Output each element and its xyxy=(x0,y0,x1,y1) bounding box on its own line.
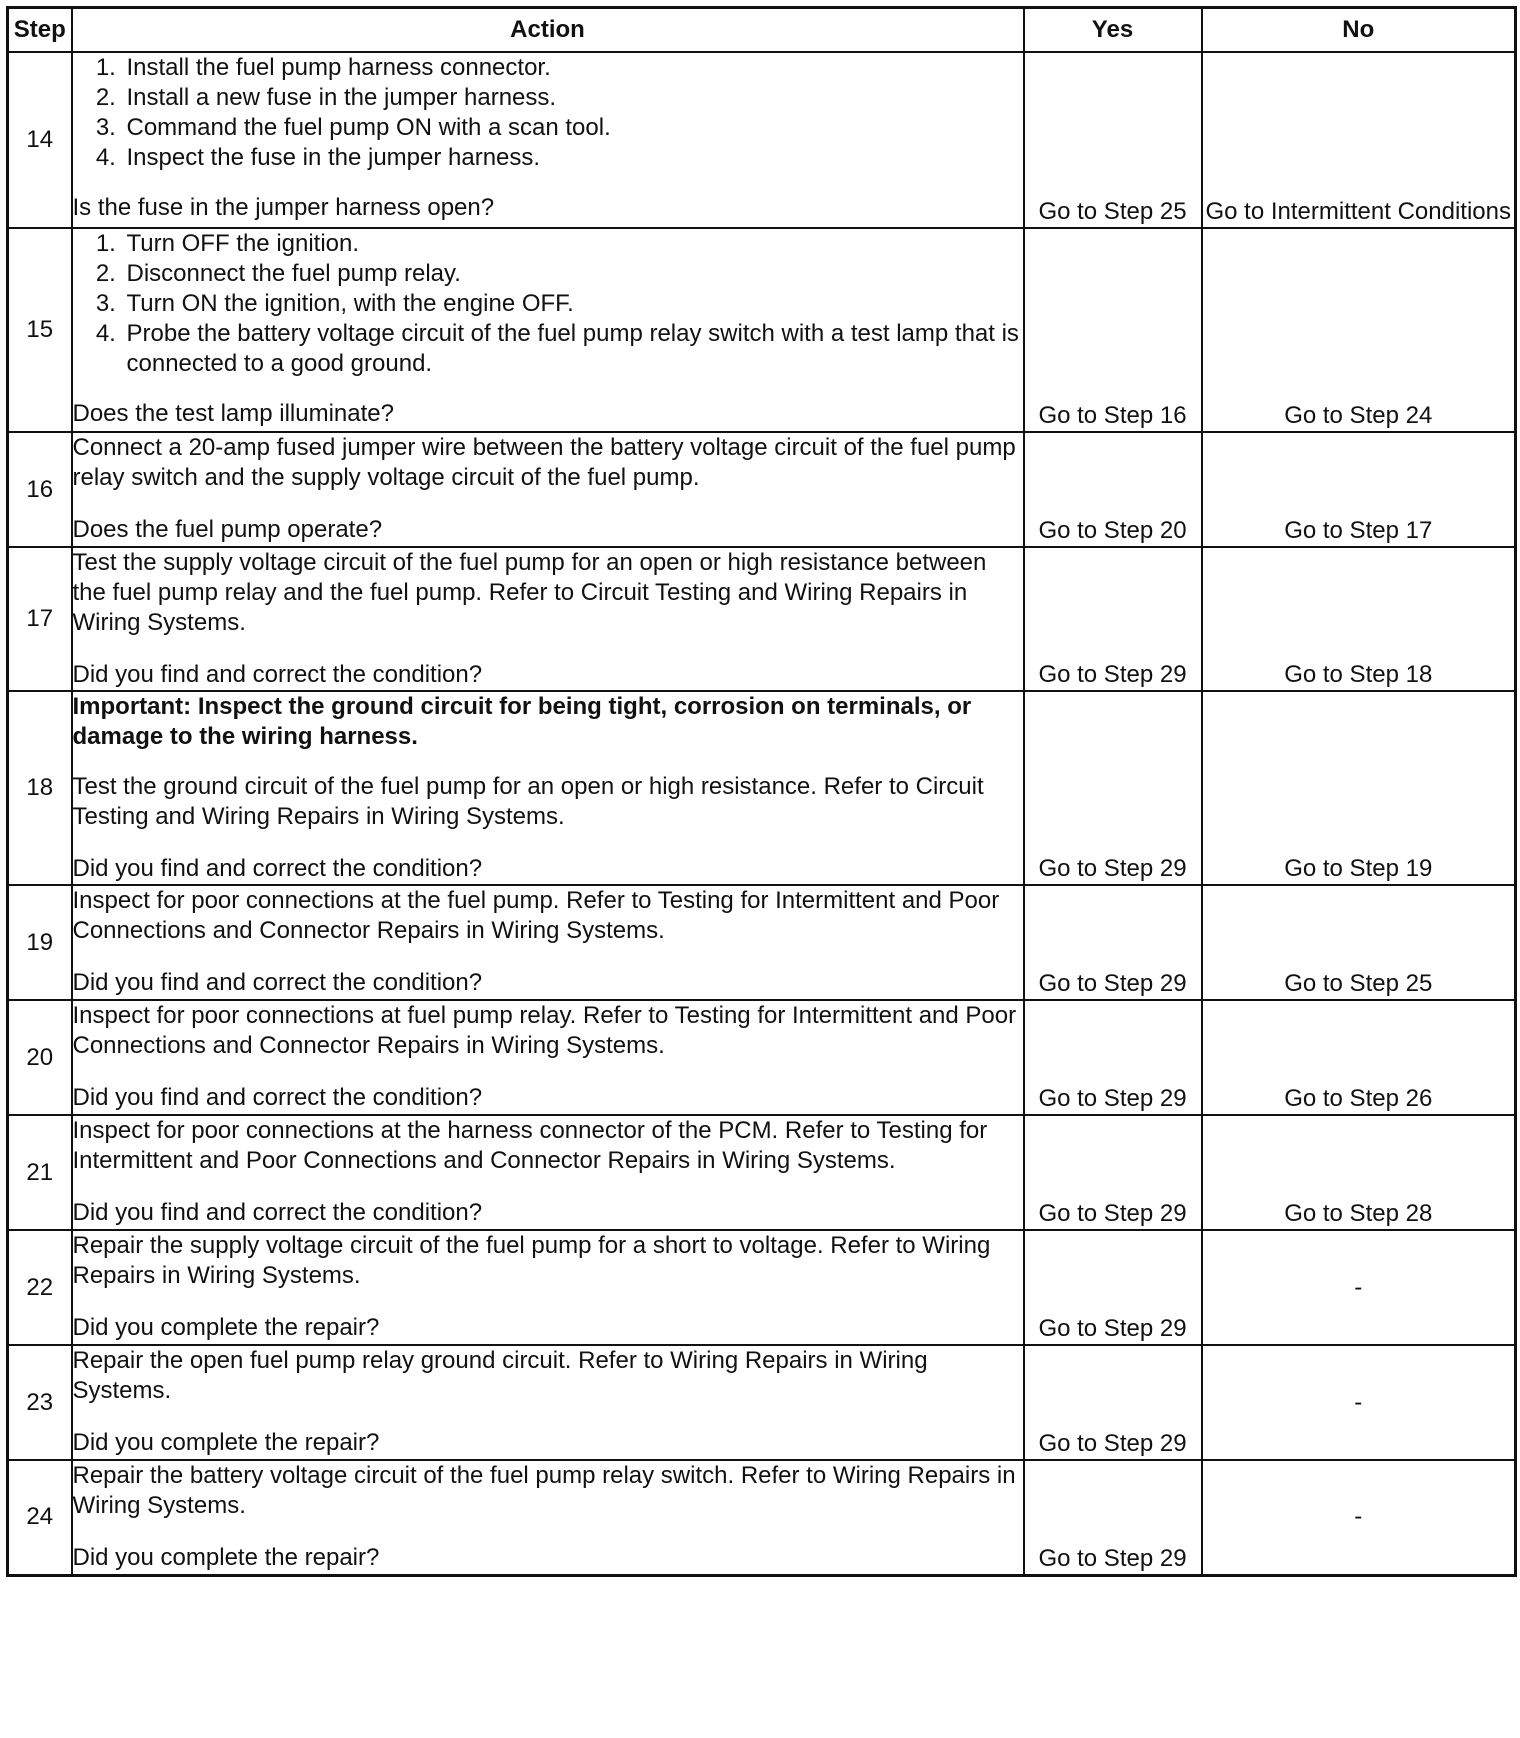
action-cell xyxy=(72,1345,1024,1460)
no-result: Go to Step 17 xyxy=(1202,432,1516,547)
step-number: 18 xyxy=(8,691,72,885)
step-number: 23 xyxy=(8,1345,72,1460)
table-row xyxy=(8,1115,1516,1230)
no-result: - xyxy=(1202,1460,1516,1575)
action-cell xyxy=(72,1000,1024,1115)
action-question: Did you complete the repair? xyxy=(72,1429,380,1456)
list-item: 4. Inspect the fuse in the jumper harness. xyxy=(123,143,1023,173)
table-row xyxy=(8,1000,1516,1115)
action-text: Inspect for poor connections at fuel pump relay. Refer to Testing for Intermittent and Poor Connections and Connector Repairs in Wiring Systems. xyxy=(72,1002,1017,1059)
step-number: 24 xyxy=(8,1460,72,1575)
action-question: Did you find and correct the condition? xyxy=(72,661,483,688)
action-text: Repair the battery voltage circuit of the fuel pump relay switch. Refer to Wiring Repairs in Wiring Systems. xyxy=(72,1462,1016,1519)
no-result: - xyxy=(1202,1345,1516,1460)
yes-result: Go to Step 29 xyxy=(1024,1115,1202,1230)
action-text: Connect a 20-amp fused jumper wire between the battery voltage circuit of the fuel pump relay switch and the supply voltage circuit of the fuel pump. xyxy=(72,434,1016,491)
action-question: Did you find and correct the condition? xyxy=(72,969,483,996)
yes-result: Go to Step 29 xyxy=(1024,1460,1202,1575)
no-result: Go to Step 19 xyxy=(1202,691,1516,885)
step-number: 19 xyxy=(8,885,72,1000)
action-cell xyxy=(72,1115,1024,1230)
no-result: Go to Intermittent Conditions xyxy=(1202,52,1516,228)
action-cell xyxy=(72,52,1024,228)
action-text: Repair the supply voltage circuit of the fuel pump for a short to voltage. Refer to Wiring Repairs in Wiring Systems. xyxy=(72,1232,991,1289)
action-cell xyxy=(72,885,1024,1000)
yes-result: Go to Step 29 xyxy=(1024,691,1202,885)
action-text: Test the supply voltage circuit of the fuel pump for an open or high resistance between the fuel pump relay and the fuel pump. Refer to Circuit Testing and Wiring Repairs in Wiring Systems. xyxy=(72,549,987,636)
no-result: - xyxy=(1202,1230,1516,1345)
action-text: Repair the open fuel pump relay ground circuit. Refer to Wiring Repairs in Wiring Systems. xyxy=(72,1347,928,1404)
no-result: Go to Step 18 xyxy=(1202,547,1516,691)
yes-result: Go to Step 25 xyxy=(1024,52,1202,228)
table-row xyxy=(8,228,1516,432)
important-note: Important: Inspect the ground circuit for being tight, corrosion on terminals, or damage to the wiring harness. xyxy=(72,693,972,750)
action-cell xyxy=(72,1230,1024,1345)
action-question: Does the fuel pump operate? xyxy=(72,516,383,543)
step-number: 22 xyxy=(8,1230,72,1345)
action-text: Inspect for poor connections at the harness connector of the PCM. Refer to Testing for Intermittent and Poor Connections and Connector Repairs in Wiring Systems. xyxy=(72,1117,988,1174)
yes-column-header: Yes xyxy=(1024,8,1202,53)
list-item: 1. Install the fuel pump harness connector. xyxy=(123,53,1023,83)
table-row xyxy=(8,52,1516,228)
no-result: Go to Step 26 xyxy=(1202,1000,1516,1115)
list-item: 2. Install a new fuse in the jumper harness. xyxy=(123,83,1023,113)
step-number: 15 xyxy=(8,228,72,432)
action-list xyxy=(73,229,1023,379)
action-question: Did you find and correct the condition? xyxy=(72,1199,483,1226)
yes-result: Go to Step 29 xyxy=(1024,1230,1202,1345)
list-item: 1. Turn OFF the ignition. xyxy=(123,229,1023,259)
yes-result: Go to Step 20 xyxy=(1024,432,1202,547)
table-row xyxy=(8,547,1516,691)
action-cell xyxy=(72,228,1024,432)
action-cell xyxy=(72,1460,1024,1575)
action-question: Did you complete the repair? xyxy=(72,1544,380,1571)
no-result: Go to Step 25 xyxy=(1202,885,1516,1000)
action-list xyxy=(73,53,1023,173)
table-row xyxy=(8,1345,1516,1460)
table-row xyxy=(8,432,1516,547)
table-row xyxy=(8,1460,1516,1575)
list-item: 3. Turn ON the ignition, with the engine OFF. xyxy=(123,289,1023,319)
yes-result: Go to Step 29 xyxy=(1024,1000,1202,1115)
action-question: Did you find and correct the condition? xyxy=(72,855,483,882)
action-question: Is the fuse in the jumper harness open? xyxy=(72,194,495,221)
no-column-header: No xyxy=(1202,8,1516,53)
action-question: Did you complete the repair? xyxy=(72,1314,380,1341)
action-column-header: Action xyxy=(72,8,1024,53)
no-result: Go to Step 28 xyxy=(1202,1115,1516,1230)
step-number: 16 xyxy=(8,432,72,547)
diagnostic-table-sheet xyxy=(6,6,1514,1733)
step-number: 21 xyxy=(8,1115,72,1230)
step-number: 14 xyxy=(8,52,72,228)
action-cell xyxy=(72,547,1024,691)
action-question: Does the test lamp illuminate? xyxy=(72,400,394,427)
table-row xyxy=(8,885,1516,1000)
table-row xyxy=(8,1230,1516,1345)
action-text: Inspect for poor connections at the fuel pump. Refer to Testing for Intermittent and Poor Connections and Connector Repairs in Wiring Systems. xyxy=(72,887,1000,944)
list-item: 3. Command the fuel pump ON with a scan tool. xyxy=(123,113,1023,143)
no-result: Go to Step 24 xyxy=(1202,228,1516,432)
action-cell xyxy=(72,432,1024,547)
yes-result: Go to Step 29 xyxy=(1024,1345,1202,1460)
yes-result: Go to Step 16 xyxy=(1024,228,1202,432)
step-number: 20 xyxy=(8,1000,72,1115)
header-row xyxy=(8,8,1516,53)
action-text: Test the ground circuit of the fuel pump for an open or high resistance. Refer to Circuit Testing and Wiring Repairs in Wiring Systems. xyxy=(72,773,984,830)
list-item: 2. Disconnect the fuel pump relay. xyxy=(123,259,1023,289)
table-row xyxy=(8,691,1516,885)
table-header xyxy=(8,8,1516,53)
list-item: 4. Probe the battery voltage circuit of the fuel pump relay switch with a test lamp that is connected to a good ground. xyxy=(123,319,1023,379)
diagnostic-steps-table xyxy=(6,6,1517,1577)
action-question: Did you find and correct the condition? xyxy=(72,1084,483,1111)
step-number: 17 xyxy=(8,547,72,691)
action-cell xyxy=(72,691,1024,885)
yes-result: Go to Step 29 xyxy=(1024,885,1202,1000)
step-column-header: Step xyxy=(8,8,72,53)
yes-result: Go to Step 29 xyxy=(1024,547,1202,691)
